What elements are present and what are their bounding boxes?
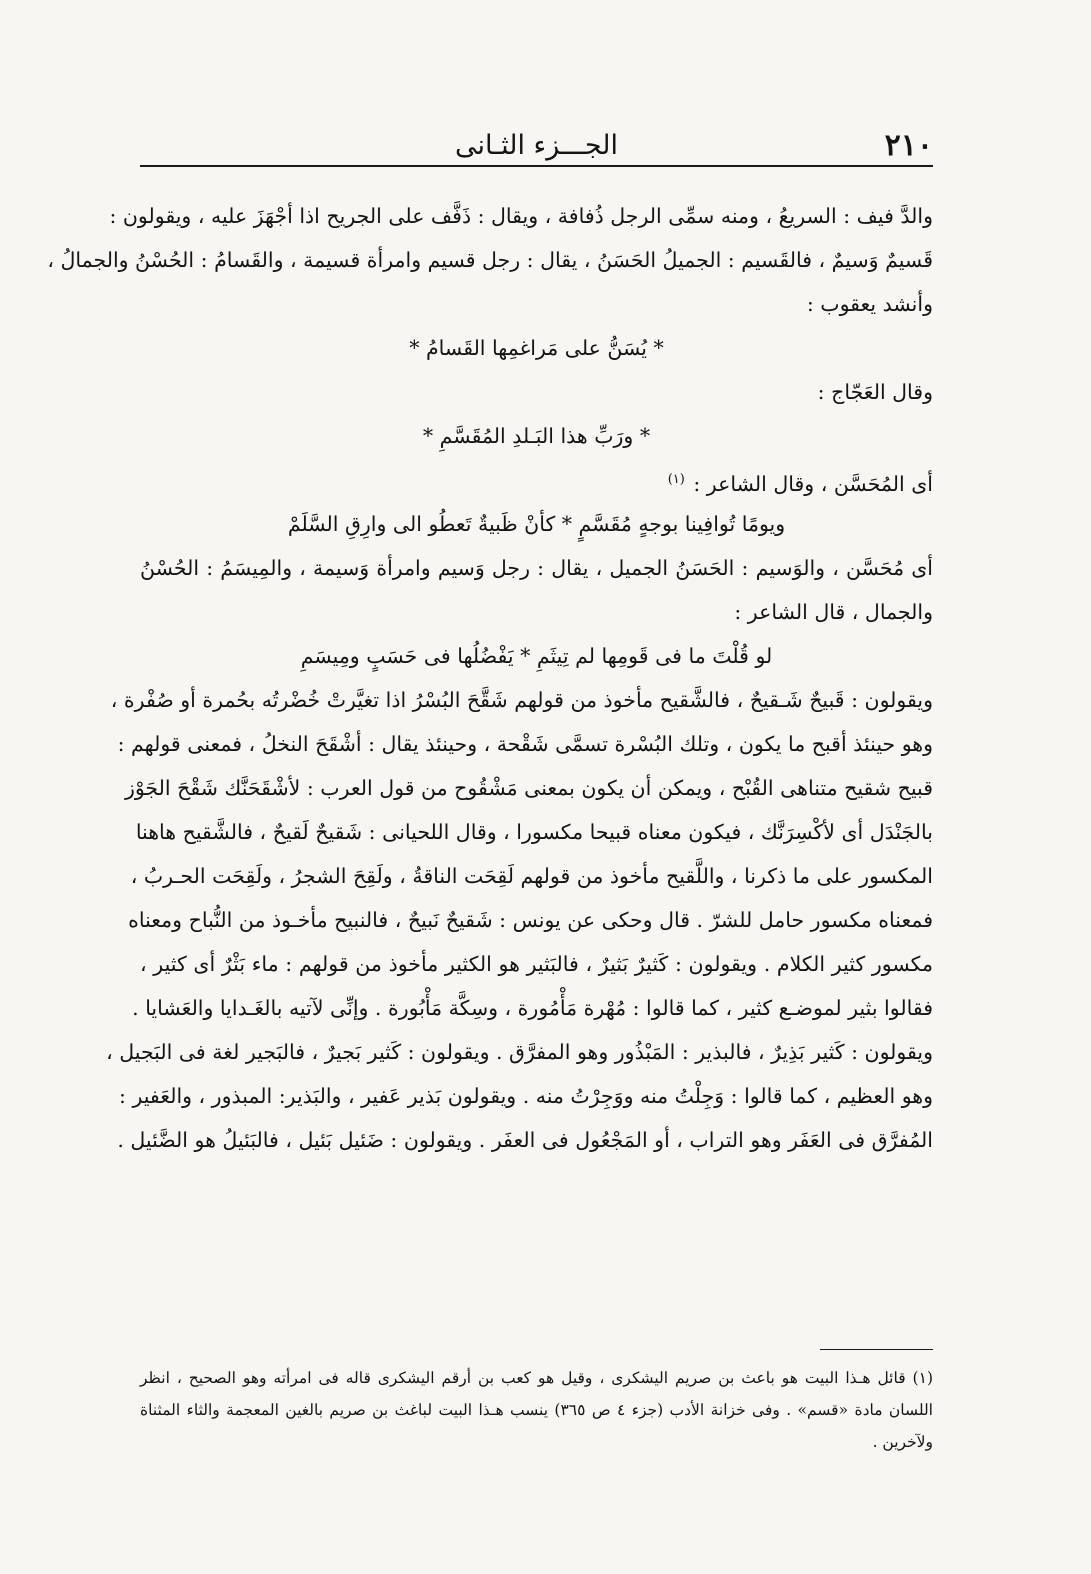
- page-header: [140, 128, 933, 164]
- text-line: وهو حينئذ أقبح ما يكون ، وتلك البُسْرة تسمَّى شَقْحة ، وحينئذ يقال : أشْقَحَ النخلُ ، فمعنى قولهم :: [117, 732, 933, 756]
- running-title: الجـــزء الثـانى: [454, 130, 619, 161]
- text-line: قَسيمٌ وَسيمٌ ، فالقَسيم : الجميلُ الحَسَنُ ، يقال : رجل قسيم وامرأة قسيمة ، والقَسامُ : الحُسْنُ والجمالُ ،: [47, 248, 933, 272]
- text-line: وهو العظيم ، كما قالوا : وَجِلْتُ منه ووَجِرْتُ منه . ويقولون بَذير عَفير ، والبَذير: المبذور ، والعَفير :: [119, 1084, 933, 1108]
- text-line: [140, 458, 933, 502]
- text-line: والجمال ، قال الشاعر :: [734, 600, 933, 624]
- text-line: والدَّ فيف : السريعُ ، ومنه سمِّى الرجل ذُفافة ، ويقال : ذَفَّف على الجريح اذا أجْهَزَ عليه ، ويقولون :: [109, 204, 933, 228]
- main-text: [47, 194, 933, 1162]
- text-line: ويقولون : كَثير بَذِيرٌ ، فالبذير : المَبْذُور وهو المفرَّق . ويقولون : كَثير بَجيرٌ ، فالبَجير لغة فى البَجيل ،: [106, 1040, 933, 1064]
- text-line: أى مُحَسَّن ، والوَسيم : الحَسَنُ الجميل ، يقال : رجل وَسيم وامرأة وَسيمة ، والمِيسَمُ : الحُسْنُ: [140, 556, 933, 580]
- verse-line: * ورَبِّ هذا البَـلدِ المُقَسَّمِ *: [422, 424, 651, 448]
- page-number: ٢١٠: [884, 128, 933, 163]
- verse-line: لو قُلْتَ ما فى قَومِها لم تِيثَمِ * يَفْضُلُها فى حَسَبٍ ومِيسَمِ: [300, 644, 773, 668]
- text-line: فمعناه مكسور حامل للشرّ . قال وحكى عن يونس : شَقيحٌ نَبيحٌ ، فالنبيح مأخـوذ من النُّباح ومعناه: [128, 908, 933, 932]
- text-line: وأنشد يعقوب :: [806, 292, 933, 316]
- text-line: ويقولون : قَبيحٌ شَـقيحٌ ، فالشَّقيح مأخوذ من قولهم شَقَّحَ البُسْرُ اذا تغيَّرتْ خُضْرتُه بحُمرة أو صُفْرة ،: [110, 688, 933, 712]
- text-line-content: أى المُحَسَّن ، وقال الشاعر :: [693, 471, 933, 496]
- footnote-line: ولآخرين .: [872, 1433, 933, 1451]
- footnote-line: (١) قائل هـذا البيت هو باعث بن صريم اليشكرى ، وقيل هو كعب بن أرقم اليشكرى قاله فى امرأته وهو الصحيح ، انظر: [140, 1369, 933, 1387]
- text-line: المُفرَّق فى العَفَر وهو التراب ، أو المَجْعُول فى العفَر . ويقولون : ضَئيل بَئيل ، فالبَئيلُ هو الضَّئيل .: [117, 1128, 933, 1152]
- verse-line: * يُسَنُّ على مَراغمِها القَسامُ *: [409, 336, 664, 360]
- footnote-marker: (١): [667, 472, 685, 487]
- footnote-line: اللسان مادة «قسم» . وفى خزانة الأدب (جزء ٤ ص ٣٦٥) ينسب هـذا البيت لباغث بن صريم بالغين المعجمة والثاء المثناة: [140, 1401, 933, 1419]
- footnote-rule: [820, 1349, 933, 1350]
- text-line: وقال العَجّاج :: [817, 380, 933, 404]
- verse-line: ويومًا تُوافِينا بوجهٍ مُقَسَّمٍ * كأنْ ظَبيةٌ تَعطُو الى وارِقِ السَّلَمْ: [287, 512, 786, 536]
- footnotes: [140, 1362, 933, 1458]
- text-line: فقالوا بثير لموضـع كثير ، كما قالوا : مُهْرة مَأْمُورة ، وسِكَّة مَأْبُورة . وإنِّى لآتيه بالغَـدايا والعَشايا .: [132, 996, 933, 1020]
- text-line: بالجَنْدَل أى لأكْسِرَنَّك ، فيكون معناه قبيحا مكسورا ، وقال اللحيانى : شَقيحٌ لَقيحٌ ، فالشَّقيح هاهنا: [135, 820, 933, 844]
- text-line: المكسور على ما ذكرنا ، واللَّقيح مأخوذ من قولهم لَقِحَت الناقةُ ، ولَقِحَ الشجرُ ، ولَقِحَت الحـربُ ،: [130, 864, 933, 888]
- header-rule: [140, 165, 933, 167]
- text-line: مكسور كثير الكلام . ويقولون : كَثيرٌ بَثيرٌ ، فالبَثير هو الكثير مأخوذ من قولهم : ماء بَثْرٌ أى كثير ،: [140, 952, 933, 976]
- text-line: قبيح شقيح متناهى القُبْح ، ويمكن أن يكون بمعنى مَشْقُوح من قول العرب : لأشْقَحَنَّك شَقْحَ الجَوْز: [124, 776, 933, 800]
